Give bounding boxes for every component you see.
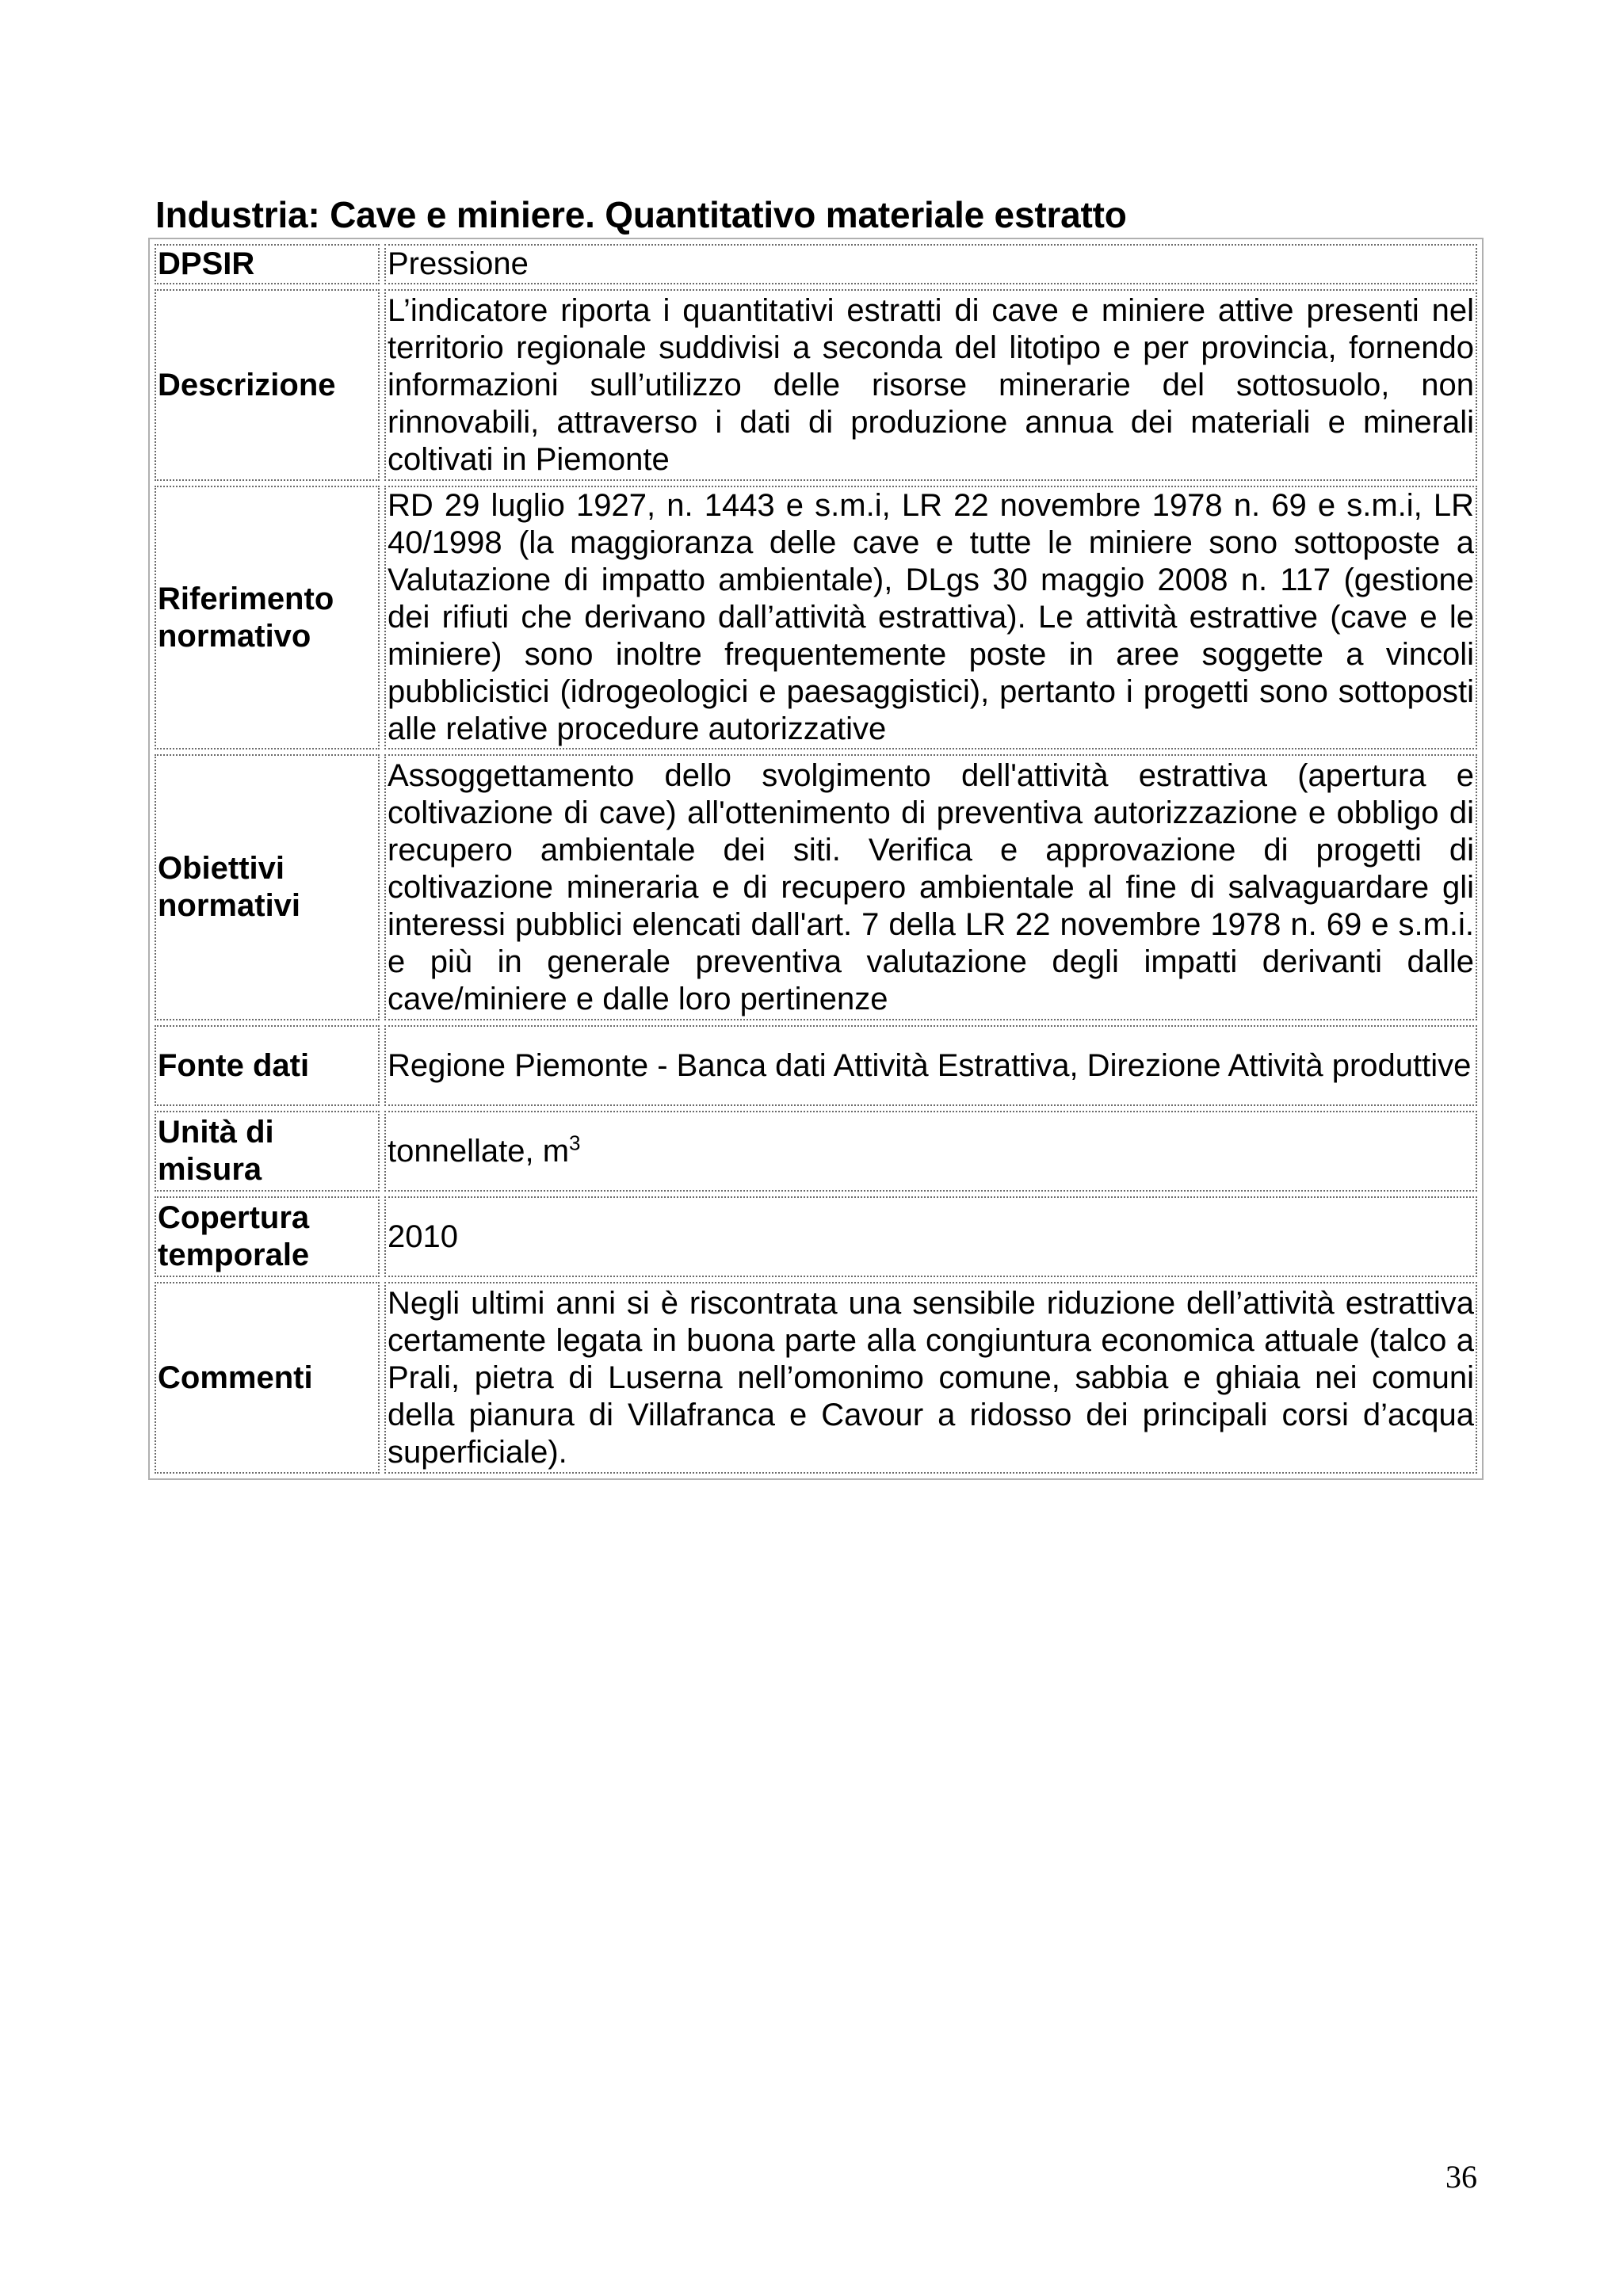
page-title: Industria: Cave e miniere. Quantitativo materiale estratto — [155, 194, 1127, 235]
row-label-copertura-temporale: Copertura temporale — [155, 1196, 380, 1277]
row-label-commenti: Commenti — [155, 1282, 380, 1474]
table-row-obiettivi-normativi — [155, 754, 1477, 1020]
table-row-fonte-dati — [155, 1025, 1477, 1106]
row-value-copertura-temporale: 2010 — [384, 1196, 1477, 1277]
row-label-descrizione: Descrizione — [155, 289, 380, 481]
row-value-unita-di-misura — [384, 1111, 1477, 1192]
table-row-dpsir — [155, 244, 1477, 284]
unit-superscript: 3 — [569, 1131, 581, 1155]
table-row-unita-di-misura — [155, 1111, 1477, 1192]
row-value-fonte-dati: Regione Piemonte - Banca dati Attività Estrattiva, Direzione Attività produttive — [384, 1025, 1477, 1106]
row-value-descrizione: L’indicatore riporta i quantitativi estratti di cave e miniere attive presenti nel territorio regionale suddivisi a seconda del litotipo e per provincia, fornendo informazioni sull’utilizzo delle risorse minerarie del sottosuolo, non rinnovabili, attraverso i dati di produzione annua dei materiali e minerali coltivati in Piemonte — [384, 289, 1477, 481]
indicator-table — [148, 238, 1484, 1480]
row-label-obiettivi-normativi: Obiettivi normativi — [155, 754, 380, 1020]
row-value-commenti: Negli ultimi anni si è riscontrata una sensibile riduzione dell’attività estrattiva certamente legata in buona parte alla congiuntura economica attuale (talco a Prali, pietra di Luserna nell’omonimo comune, sabbia e ghiaia nei comuni della pianura di Villafranca e Cavour a ridosso dei principali corsi d’acqua superficiale). — [384, 1282, 1477, 1474]
row-value-riferimento-normativo: RD 29 luglio 1927, n. 1443 e s.m.i, LR 22 novembre 1978 n. 69 e s.m.i, LR 40/1998 (la maggioranza delle cave e tutte le miniere sono sottoposte a Valutazione di impatto ambientale), DLgs 30 maggio 2008 n. 117 (gestione dei rifiuti che derivano dall’attività estrattiva). Le attività estrattive (cave e le miniere) sono inoltre frequentemente poste in aree soggette a vincoli pubblicistici (idrogeologici e paesaggistici), pertanto i progetti sono sottoposti alle relative procedure autorizzative — [384, 486, 1477, 749]
row-label-riferimento-normativo: Riferimento normativo — [155, 486, 380, 749]
row-value-dpsir: Pressione — [384, 244, 1477, 284]
row-label-fonte-dati: Fonte dati — [155, 1025, 380, 1106]
row-label-dpsir: DPSIR — [155, 244, 380, 284]
table-row-descrizione — [155, 289, 1477, 481]
table-row-commenti — [155, 1282, 1477, 1474]
table-row-copertura-temporale — [155, 1196, 1477, 1277]
row-label-unita-di-misura: Unità di misura — [155, 1111, 380, 1192]
unit-text: tonnellate, m — [388, 1133, 570, 1169]
row-value-obiettivi-normativi: Assoggettamento dello svolgimento dell'attività estrattiva (apertura e coltivazione di cave) all'ottenimento di preventiva autorizzazione e obbligo di recupero ambientale dei siti. Verifica e approvazione di progetti di coltivazione mineraria e di recupero ambientale al fine di salvaguardare gli interessi pubblici elencati dall'art. 7 della LR 22 novembre 1978 n. 69 e s.m.i. e più in generale preventiva valutazione degli impatti derivanti dalle cave/miniere e dalle loro pertinenze — [384, 754, 1477, 1020]
page-number: 36 — [1445, 2159, 1477, 2195]
table-row-riferimento-normativo — [155, 486, 1477, 749]
